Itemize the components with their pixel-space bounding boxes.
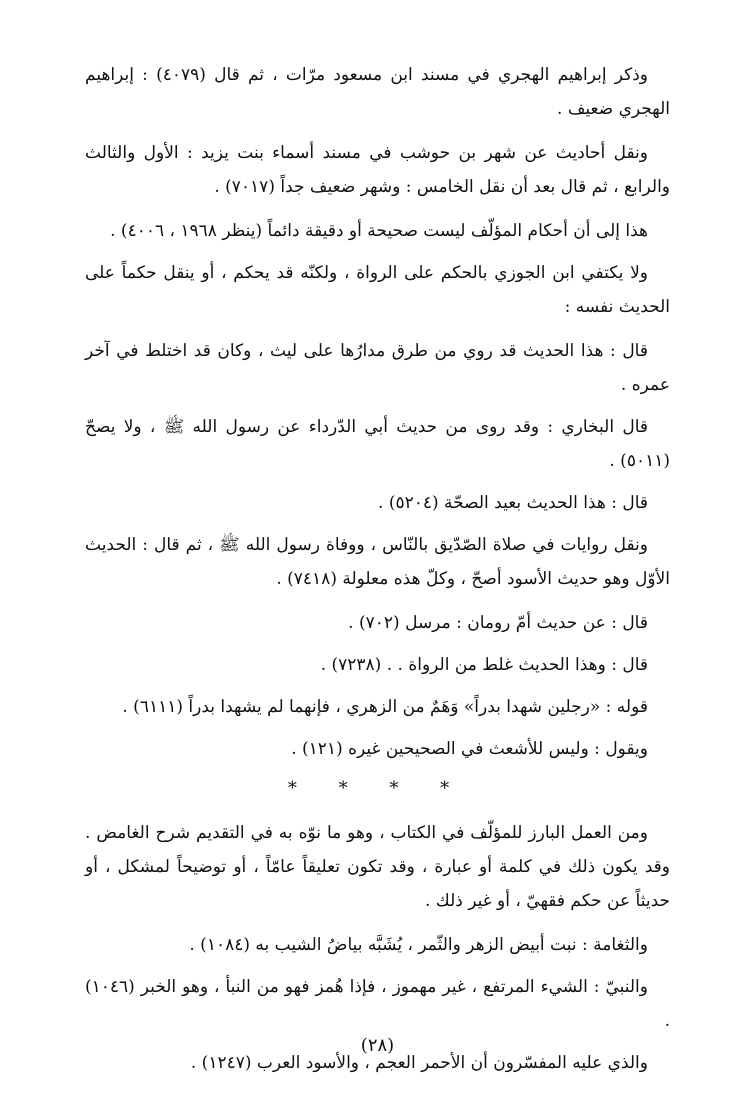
paragraph-14: والثغامة : نبت أبيض الزهر والثّمر ، يُشَبَّه بياضُ الشيب به (١٠٨٤) .	[189, 935, 648, 955]
body-text	[85, 58, 670, 1088]
paragraph-2: ونقل أحاديث عن شهر بن حوشب في مسند أسماء بنت يزيد : الأول والثالث والرابع ، ثم قال بعد أن نقل الخامس : وشهر ضعيف جداً (٧٠١٧) .	[85, 143, 670, 197]
paragraph-7: قال : هذا الحديث بعيد الصحّة (٥٢٠٤) .	[378, 493, 648, 513]
paragraph-9: قال : عن حديث أمّ رومان : مرسل (٧٠٢) .	[348, 613, 648, 633]
paragraph-4: ولا يكتفي ابن الجوزي بالحكم على الرواة ، ولكنّه قد يحكم ، أو ينقل حكماً على الحديث نفسه :	[85, 263, 670, 317]
paragraph-8: ونقل روايات في صلاة الصّدّيق بالنّاس ، ووفاة رسول الله ﷺ ، ثم قال : الحديث الأوّل وهو حديث الأسود أصحّ ، وكلّ هذه معلولة (٧٤١٨) .	[85, 535, 670, 589]
paragraph-10: قال : وهذا الحديث غلط من الرواة . . (٧٢٣٨) .	[320, 655, 648, 675]
paragraph-12: ويقول : وليس للأشعث في الصحيحين غيره (١٢١) .	[291, 739, 648, 759]
paragraph-5: قال : هذا الحديث قد روي من طرق مدارُها على ليث ، وكان قد اختلط في آخر عمره .	[85, 341, 670, 395]
paragraph-15: والنبيّ : الشيء المرتفع ، غير مهموز ، فإذا هُمز فهو من النبأ ، وهو الخبر (١٠٤٦) .	[85, 977, 670, 1031]
paragraph-1: وذكر إبراهيم الهجري في مسند ابن مسعود مرّات ، ثم قال (٤٠٧٩) : إبراهيم الهجري ضعيف .	[85, 65, 670, 119]
paragraph-16: والذي عليه المفسّرون أن الأحمر العجم ، والأسود العرب (١٢٤٧) .	[190, 1053, 648, 1073]
section-separator: * * * *	[287, 778, 468, 799]
paragraph-13: ومن العمل البارز للمؤلّف في الكتاب ، وهو ما نوّه به في التقديم شرح الغامض . وقد يكون ذلك في كلمة أو عبارة ، وقد تكون تعليقاً عامّاً ، أو توضيحاً لمشكل ، أو حديثاً عن حكم فقهيّ ، أو غير ذلك .	[85, 823, 670, 911]
page-number: (٢٨)	[360, 1035, 395, 1056]
paragraph-3: هذا إلى أن أحكام المؤلّف ليست صحيحة أو دقيقة دائماً (ينظر ١٩٦٨ ، ٤٠٠٦) .	[110, 221, 648, 241]
paragraph-11: قوله : «رجلين شهدا بدراً» وَهَمٌ من الزهري ، فإنهما لم يشهدا بدراً (٦١١١) .	[122, 697, 648, 717]
paragraph-6: قال البخاري : وقد روى من حديث أبي الدّرداء عن رسول الله ﷺ ، ولا يصحّ (٥٠١١) .	[85, 417, 670, 471]
